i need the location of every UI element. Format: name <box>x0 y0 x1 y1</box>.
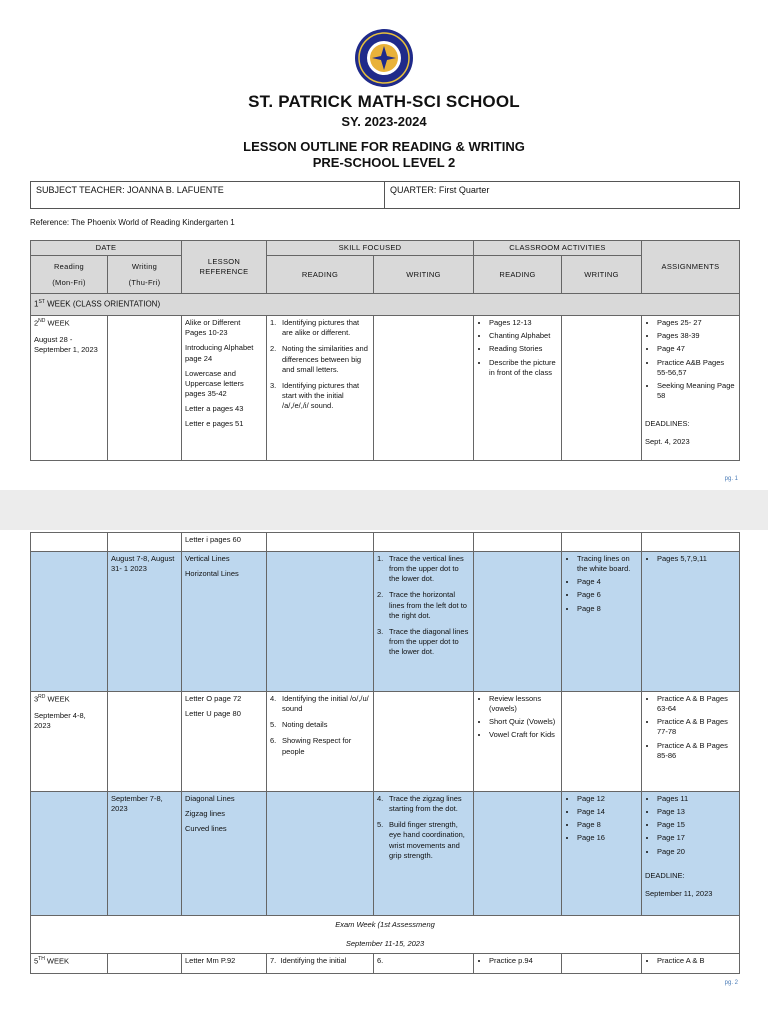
exam-week-cell <box>31 916 740 954</box>
deadline-date: September 11, 2023 <box>645 888 713 898</box>
exam-week-dates: September 11-15, 2023 <box>345 938 425 948</box>
quarter: QUARTER: First Quarter <box>390 185 490 195</box>
list-item: • Page 15 <box>657 820 736 830</box>
week-5-lesson: Letter Mm P.92 <box>182 954 267 974</box>
list-item: • Pages 12-13 <box>489 318 558 328</box>
week-5-activity: • Practice p.94 <box>474 954 562 974</box>
week-2-lessons: Alike or Different Pages 10-23 Introducing Alphabet page 24 Lowercase and Uppercase letters pages 35-42 Letter a pages 43 Letter e pages 51 <box>182 316 267 461</box>
classroom-activities-header: CLASSROOM ACTIVITIES <box>474 241 642 256</box>
week-2-reading-activities <box>474 316 562 461</box>
list-item: • Page 8 <box>577 820 638 830</box>
week-5-row <box>31 954 740 974</box>
list-item: • Pages 25- 27 <box>657 318 736 328</box>
deadline-label: DEADLINES: <box>645 419 690 428</box>
week-2-row <box>31 316 740 461</box>
week-2-writing-skills <box>374 316 474 461</box>
list-item: 5. Noting details <box>270 720 328 730</box>
week-3-writing-lessons: Diagonal Lines Zigzag lines Curved lines <box>182 792 267 916</box>
school-year: SY. 2023-2024 <box>341 114 427 129</box>
reference-line: Reference: The Phoenix World of Reading Kindergarten 1 <box>30 218 235 227</box>
document-title: LESSON OUTLINE FOR READING & WRITING <box>243 139 525 154</box>
week-3-reading-skills <box>267 692 374 792</box>
week-3-dates: September 4-8, 2023 <box>34 710 86 730</box>
lesson-table-page-2 <box>30 532 740 974</box>
list-item: 2. Trace the horizontal lines from the left dot to the right dot. <box>377 590 467 620</box>
list-item: • Page 16 <box>577 833 638 843</box>
week-2-writing-row <box>31 552 740 692</box>
week-2-writing-activities <box>562 316 642 461</box>
week-5-writing-skill: 6. <box>374 954 474 974</box>
week-3-lessons: Letter O page 72 Letter U page 80 <box>182 692 267 792</box>
activity-reading-header: READING <box>474 256 562 294</box>
skill-reading-header: READING <box>267 256 374 294</box>
reading-date-header: Reading (Mon-Fri) <box>31 256 108 294</box>
week-3-reading-activities <box>474 692 562 792</box>
list-item: • Vowel Craft for Kids <box>489 730 558 740</box>
list-item: • Page 6 <box>577 590 638 600</box>
continued-row <box>31 533 740 552</box>
page-gap <box>0 490 768 530</box>
week-3-writing-activity-list <box>562 792 642 916</box>
week-2-dates: August 28 - September 1, 2023 <box>34 334 98 354</box>
exam-week-row <box>31 916 740 954</box>
list-item: 4. Trace the zigzag lines starting from the dot. <box>377 794 462 814</box>
info-box <box>30 181 740 209</box>
week-2-writing-assignments <box>642 552 740 692</box>
list-item: 5. Build finger strength, eye hand coordination, wrist movements and grip strength. <box>377 820 465 860</box>
week-3-writing-dates: September 7-8, 2023 <box>108 792 182 916</box>
list-item: • Page 14 <box>577 807 638 817</box>
list-item: • Pages 11 <box>657 794 736 804</box>
activity-writing-header: WRITING <box>562 256 642 294</box>
writing-date-header: Writing (Thu-Fri) <box>108 256 182 294</box>
grade-level: PRE-SCHOOL LEVEL 2 <box>312 155 456 170</box>
list-item: • Practice A & B Pages 77-78 <box>657 717 736 737</box>
week-5-label: 5TH WEEK <box>31 954 108 974</box>
list-item: 6. Showing Respect for people <box>270 736 352 756</box>
deadline-date: Sept. 4, 2023 <box>645 437 690 447</box>
list-item: 3. Trace the diagonal lines from the upper dot to the lower dot. <box>377 626 469 656</box>
week-3-date-cell <box>31 692 108 792</box>
list-item: • Pages 38-39 <box>657 331 736 341</box>
skill-writing-header: WRITING <box>374 256 474 294</box>
week-3-label: 3RD WEEK <box>34 694 70 704</box>
list-item: • Page 20 <box>657 847 736 857</box>
list-item: • Tracing lines on the white board. <box>577 554 638 574</box>
week-1-row <box>31 294 740 316</box>
list-item: • Page 47 <box>657 344 736 354</box>
list-item: • Page 17 <box>657 833 736 843</box>
week-3-writing-row <box>31 792 740 916</box>
list-item: 3. Identifying pictures that start with the initial /a/,/e/,/i/ sound. <box>270 380 360 410</box>
deadline-label: DEADLINE: <box>645 870 685 880</box>
subject-teacher: SUBJECT TEACHER: JOANNA B. LAFUENTE <box>31 182 385 208</box>
week-2-reading-skills <box>267 316 374 461</box>
week-2-assignments <box>642 316 740 461</box>
list-item: • Page 4 <box>577 577 638 587</box>
list-item: 2. Noting the similarities and differences between big and small letters. <box>270 344 368 374</box>
date-header: DATE <box>31 241 182 256</box>
list-item: • Page 13 <box>657 807 736 817</box>
week-2-writing-skill-list <box>374 552 474 692</box>
continued-lesson: Letter i pages 60 <box>182 533 267 552</box>
list-item: • Short Quiz (Vowels) <box>489 717 558 727</box>
list-item: • Describe the picture in front of the class <box>489 358 558 378</box>
week-1-label: 1ST WEEK (CLASS ORIENTATION) <box>31 294 740 316</box>
list-item: 4. Identifying the initial /o/,/u/ sound <box>270 694 369 714</box>
list-item: • Practice A&B Pages 55-56,57 <box>657 358 736 378</box>
week-2-writing-date <box>108 316 182 461</box>
week-3-row <box>31 692 740 792</box>
assignments-header: ASSIGNMENTS <box>642 241 740 294</box>
page-1 <box>0 0 768 490</box>
week-2-date-cell <box>31 316 108 461</box>
list-item: • Seeking Meaning Page 58 <box>657 381 736 401</box>
list-item: 1. Identifying pictures that are alike or different. <box>270 318 360 338</box>
week-5-skill: 7. Identifying the initial <box>267 954 374 974</box>
week-3-writing-skill-list <box>374 792 474 916</box>
week-2-writing-lessons: Vertical Lines Horizontal Lines <box>182 552 267 692</box>
exam-week-title: Exam Week (1st Assessmeng <box>335 920 435 930</box>
list-item: • Page 8 <box>577 604 638 614</box>
list-item: • Review lessons (vowels) <box>489 694 558 714</box>
page-number-1: pg. 1 <box>724 476 738 482</box>
list-item: • Pages 5,7,9,11 <box>657 554 736 564</box>
page-2 <box>0 530 768 1024</box>
list-item: • Page 12 <box>577 794 638 804</box>
list-item: • Practice A & B Pages 63-64 <box>657 694 736 714</box>
list-item: • Reading Stories <box>489 344 558 354</box>
lesson-reference-header: LESSON REFERENCE <box>182 241 267 294</box>
week-3-writing-assignments <box>642 792 740 916</box>
list-item: • Chanting Alphabet <box>489 331 558 341</box>
week-2-label: 2ND WEEK <box>34 318 70 328</box>
lesson-table-page-1 <box>30 240 740 461</box>
list-item: • Practice A & B Pages 85-86 <box>657 741 736 761</box>
week-2-writing-dates: August 7-8, August 31- 1 2023 <box>108 552 182 692</box>
page-number-2: pg. 2 <box>724 980 738 986</box>
week-5-assignment: • Practice A & B <box>642 954 740 974</box>
list-item: 1. Trace the vertical lines from the upper dot to the lower dot. <box>377 554 464 584</box>
school-name: ST. PATRICK MATH-SCI SCHOOL <box>248 92 520 111</box>
skill-focused-header: SKILL FOCUSED <box>267 241 474 256</box>
week-2-writing-activity-list <box>562 552 642 692</box>
school-seal-logo <box>354 28 414 88</box>
week-3-assignments <box>642 692 740 792</box>
